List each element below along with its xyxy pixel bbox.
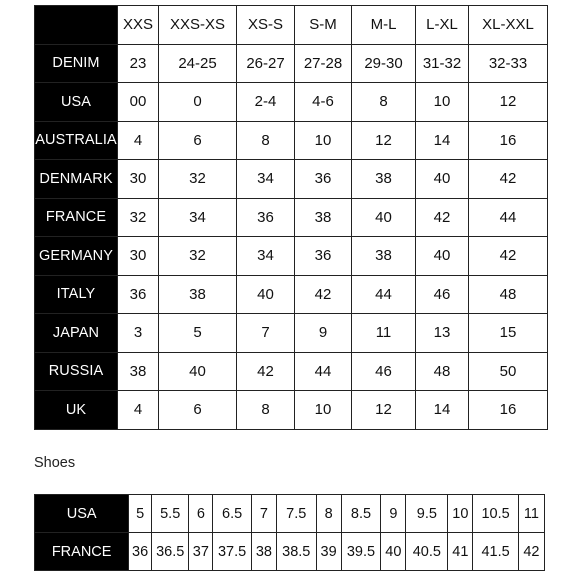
size-cell: 42: [518, 533, 544, 571]
size-cell: 7.5: [276, 495, 316, 533]
size-col-header: XL-XXL: [469, 6, 548, 45]
size-cell: 44: [469, 198, 548, 237]
size-cell: 38: [352, 160, 416, 199]
size-cell: 42: [469, 160, 548, 199]
size-cell: 37: [189, 533, 213, 571]
size-cell: 41: [448, 533, 473, 571]
size-cell: 34: [237, 237, 295, 276]
size-cell: 44: [352, 275, 416, 314]
size-cell: 8.5: [341, 495, 381, 533]
size-cell: 38: [118, 352, 159, 391]
size-row: [35, 237, 548, 276]
size-row: [35, 121, 548, 160]
size-cell: 36: [295, 160, 352, 199]
size-cell: 9.5: [406, 495, 448, 533]
size-cell: 6: [159, 121, 237, 160]
size-cell: 40: [237, 275, 295, 314]
size-cell: 10: [416, 83, 469, 122]
size-cell: 36: [295, 237, 352, 276]
size-cell: 38: [295, 198, 352, 237]
row-header: DENIM: [35, 44, 118, 83]
size-cell: 2-4: [237, 83, 295, 122]
size-cell: 40.5: [406, 533, 448, 571]
size-cell: 11: [352, 314, 416, 353]
size-cell: 38: [352, 237, 416, 276]
size-cell: 5: [159, 314, 237, 353]
size-col-header: XS-S: [237, 6, 295, 45]
size-col-header: S-M: [295, 6, 352, 45]
corner-cell: [35, 6, 118, 45]
size-cell: 38: [159, 275, 237, 314]
row-header: ITALY: [35, 275, 118, 314]
size-cell: 23: [118, 44, 159, 83]
size-cell: 40: [352, 198, 416, 237]
size-cell: 12: [352, 121, 416, 160]
size-cell: 40: [381, 533, 406, 571]
size-cell: 34: [237, 160, 295, 199]
row-header: FRANCE: [35, 198, 118, 237]
size-cell: 30: [118, 237, 159, 276]
row-header: DENMARK: [35, 160, 118, 199]
size-cell: 12: [352, 391, 416, 430]
clothing-size-table: [34, 5, 548, 430]
size-cell: 8: [237, 121, 295, 160]
size-cell: 27-28: [295, 44, 352, 83]
size-cell: 6: [189, 495, 213, 533]
size-cell: 42: [469, 237, 548, 276]
size-cell: 32-33: [469, 44, 548, 83]
size-col-header: L-XL: [416, 6, 469, 45]
size-cell: 44: [295, 352, 352, 391]
size-cell: 40: [416, 237, 469, 276]
size-cell: 14: [416, 121, 469, 160]
size-cell: 39: [316, 533, 341, 571]
size-cell: 9: [295, 314, 352, 353]
size-cell: 46: [416, 275, 469, 314]
size-cell: 24-25: [159, 44, 237, 83]
size-cell: 8: [352, 83, 416, 122]
size-cell: 36: [129, 533, 152, 571]
size-cell: 36: [237, 198, 295, 237]
size-cell: 42: [416, 198, 469, 237]
size-cell: 5: [129, 495, 152, 533]
size-cell: 10: [448, 495, 473, 533]
size-cell: 36: [118, 275, 159, 314]
size-cell: 9: [381, 495, 406, 533]
size-cell: 6: [159, 391, 237, 430]
row-header: RUSSIA: [35, 352, 118, 391]
size-cell: 31-32: [416, 44, 469, 83]
size-row: [35, 314, 548, 353]
size-row: [35, 391, 548, 430]
row-header: GERMANY: [35, 237, 118, 276]
size-cell: 7: [237, 314, 295, 353]
size-cell: 42: [295, 275, 352, 314]
size-cell: 16: [469, 121, 548, 160]
shoe-row: [35, 495, 545, 533]
size-cell: 10: [295, 391, 352, 430]
size-cell: 4-6: [295, 83, 352, 122]
size-cell: 50: [469, 352, 548, 391]
size-cell: 29-30: [352, 44, 416, 83]
size-cell: 13: [416, 314, 469, 353]
size-cell: 3: [118, 314, 159, 353]
size-cell: 38: [251, 533, 276, 571]
size-row: [35, 160, 548, 199]
size-cell: 10.5: [473, 495, 518, 533]
size-cell: 46: [352, 352, 416, 391]
row-header: USA: [35, 83, 118, 122]
size-cell: 0: [159, 83, 237, 122]
row-header: UK: [35, 391, 118, 430]
size-cell: 5.5: [151, 495, 188, 533]
size-cell: 7: [251, 495, 276, 533]
size-row: [35, 352, 548, 391]
size-row: [35, 275, 548, 314]
size-cell: 36.5: [151, 533, 188, 571]
size-cell: 42: [237, 352, 295, 391]
row-header: JAPAN: [35, 314, 118, 353]
size-cell: 4: [118, 121, 159, 160]
size-cell: 10: [295, 121, 352, 160]
size-cell: 8: [316, 495, 341, 533]
size-cell: 34: [159, 198, 237, 237]
size-cell: 48: [469, 275, 548, 314]
size-cell: 40: [159, 352, 237, 391]
size-col-header: XXS-XS: [159, 6, 237, 45]
size-cell: 32: [159, 160, 237, 199]
size-cell: 26-27: [237, 44, 295, 83]
size-cell: 39.5: [341, 533, 381, 571]
shoes-section-title: Shoes: [34, 455, 76, 471]
size-cell: 41.5: [473, 533, 518, 571]
size-cell: 14: [416, 391, 469, 430]
size-cell: 32: [118, 198, 159, 237]
size-cell: 30: [118, 160, 159, 199]
size-cell: 6.5: [213, 495, 252, 533]
row-header: FRANCE: [35, 533, 129, 571]
size-header-row: [35, 6, 548, 45]
size-cell: 32: [159, 237, 237, 276]
row-header: USA: [35, 495, 129, 533]
size-cell: 48: [416, 352, 469, 391]
size-col-header: XXS: [118, 6, 159, 45]
size-cell: 8: [237, 391, 295, 430]
size-cell: 4: [118, 391, 159, 430]
size-col-header: M-L: [352, 6, 416, 45]
size-row: [35, 83, 548, 122]
size-cell: 37.5: [213, 533, 252, 571]
size-cell: 00: [118, 83, 159, 122]
size-cell: 40: [416, 160, 469, 199]
size-cell: 38.5: [276, 533, 316, 571]
size-cell: 16: [469, 391, 548, 430]
size-cell: 11: [518, 495, 544, 533]
row-header: AUSTRALIA: [35, 121, 118, 160]
shoe-size-table: [34, 494, 545, 571]
shoe-row: [35, 533, 545, 571]
size-cell: 12: [469, 83, 548, 122]
size-row: [35, 44, 548, 83]
size-cell: 15: [469, 314, 548, 353]
size-row: [35, 198, 548, 237]
